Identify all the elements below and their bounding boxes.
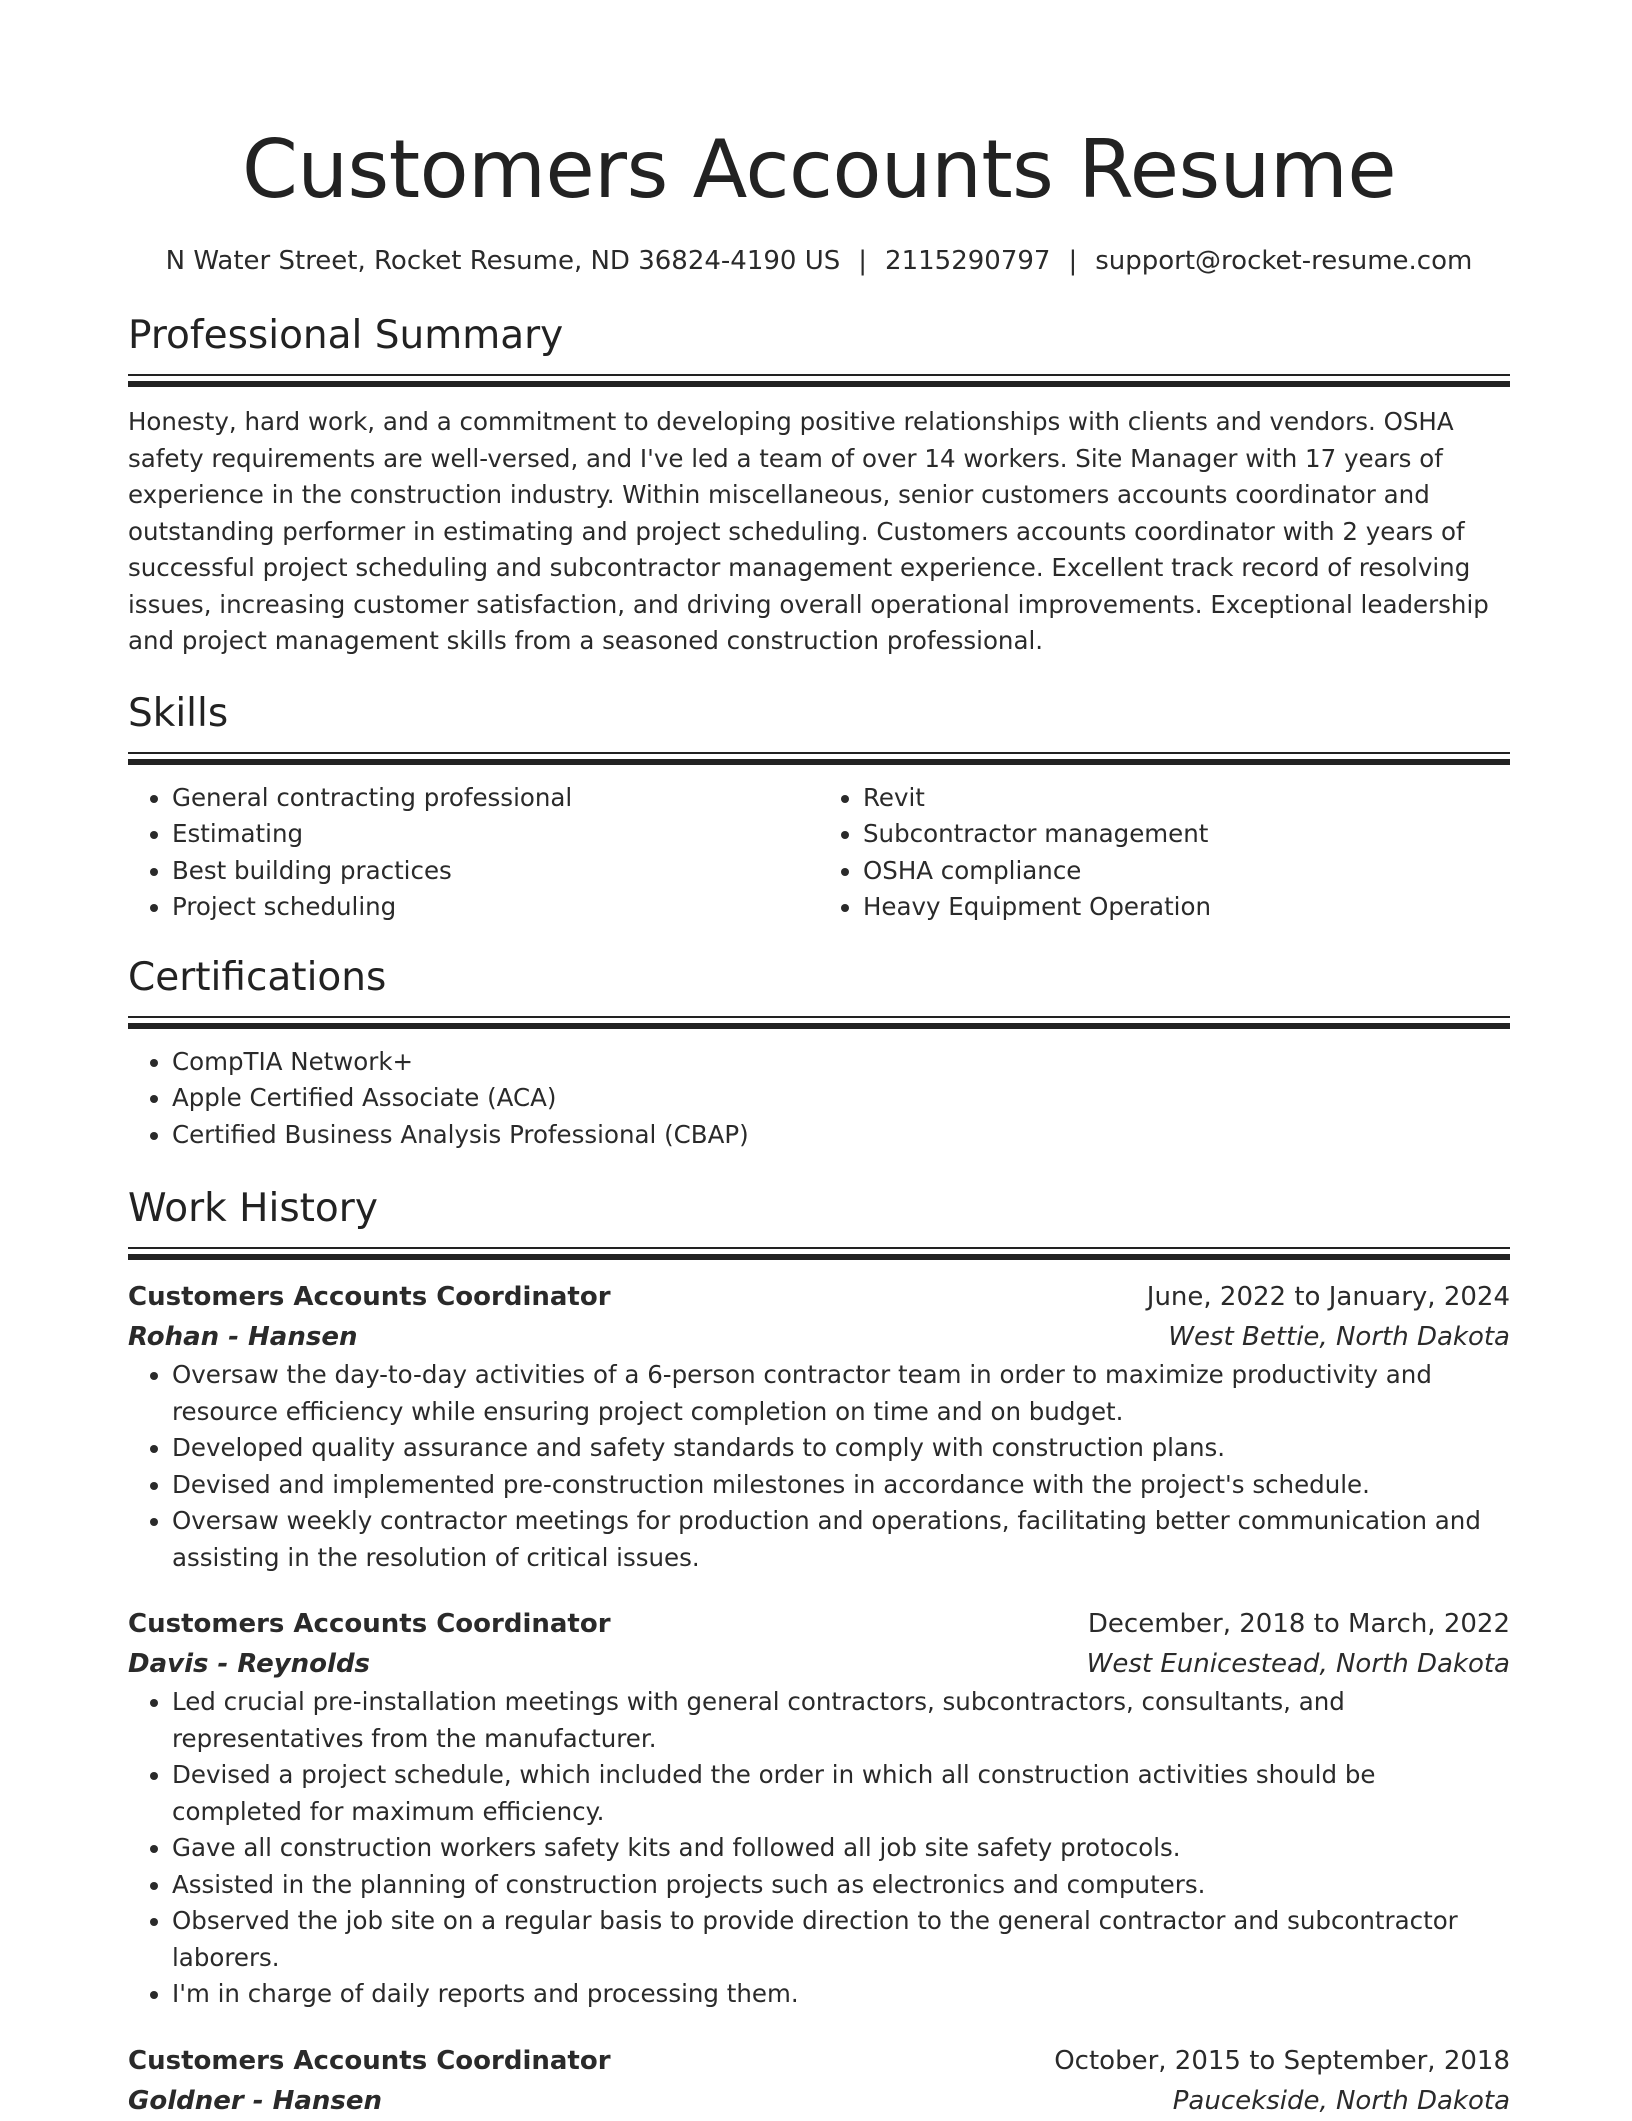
job-dates: June, 2022 to January, 2024 [1146, 1282, 1510, 1312]
skills-list-left [128, 780, 819, 926]
job-dates: December, 2018 to March, 2022 [1087, 1609, 1510, 1639]
section-title: Skills [128, 690, 229, 736]
skills-grid [128, 780, 1510, 926]
contact-separator: | [1068, 246, 1078, 276]
job-header [128, 1277, 1510, 1317]
job-bullet: • I'm in charge of daily reports and processing them. [172, 1976, 1510, 2013]
section-title: Certifications [128, 954, 387, 1000]
job-bullet: • Oversaw the day-to-day activities of a 6-person contractor team in order to maximize productivity and resource efficiency while ensuring project completion on time and on budget. [172, 1357, 1510, 1430]
job-bullet: • Devised and implemented pre-construction milestones in accordance with the project's schedule. [172, 1467, 1510, 1504]
job-title: Customers Accounts Coordinator [128, 1609, 611, 1639]
job-company: Goldner - Hansen [128, 2085, 383, 2116]
certifications-list [128, 1044, 1510, 1154]
skill-item: • Heavy Equipment Operation [863, 889, 1510, 926]
job-bullets [128, 1684, 1510, 2013]
certifications-section [128, 952, 1510, 1154]
job-entry [128, 1277, 1510, 1576]
job-company: Rohan - Hansen [128, 1322, 358, 1352]
contact-line [128, 244, 1510, 278]
job-company: Davis - Reynolds [128, 1649, 371, 1679]
job-bullet: • Devised a project schedule, which included the order in which all construction activities should be completed for maximum efficiency. [172, 1757, 1510, 1830]
section-divider [128, 1247, 1510, 1261]
contact-email: support@rocket-resume.com [1095, 246, 1473, 276]
job-bullet: • Observed the job site on a regular basis to provide direction to the general contractor and subcontractor laborers. [172, 1903, 1510, 1976]
skill-item: • General contracting professional [172, 780, 819, 817]
job-location: West Eunicestead, North Dakota [1086, 1649, 1510, 1679]
job-title: Customers Accounts Coordinator [128, 2045, 611, 2076]
section-divider [128, 752, 1510, 766]
skills-section [128, 688, 1510, 926]
section-divider [128, 1016, 1510, 1030]
job-dates: October, 2015 to September, 2018 [1054, 2045, 1510, 2076]
skill-item: • Project scheduling [172, 889, 819, 926]
resume-page [128, 0, 1510, 2121]
certification-item: • Certified Business Analysis Professional (CBAP) [172, 1117, 1510, 1154]
job-bullet: • Led crucial pre-installation meetings with general contractors, subcontractors, consultants, and representatives from the manufacturer. [172, 1684, 1510, 1757]
job-bullet: • Assisted in the planning of construction projects such as electronics and computers. [172, 1867, 1510, 1904]
job-header [128, 1604, 1510, 1644]
summary-section [128, 310, 1510, 660]
job-header [128, 2041, 1510, 2081]
job-location: Paucekside, North Dakota [1172, 2085, 1510, 2116]
contact-address: N Water Street, Rocket Resume, ND 36824-4190 US [165, 246, 841, 276]
job-bullets [128, 1357, 1510, 1576]
certification-item: • Apple Certified Associate (ACA) [172, 1080, 1510, 1117]
job-subheader [128, 1317, 1510, 1357]
skill-item: • Subcontractor management [863, 816, 1510, 853]
summary-text: Honesty, hard work, and a commitment to developing positive relationships with clients and vendors. OSHA safety requirements are well-versed, and I've led a team of over 14 workers. Site Manager with 17 years of experience in the construction industry. Within miscellaneous, senior customers accounts coordinator and outstanding performer in estimating and project scheduling. Customers accounts coordinator with 2 years of successful project scheduling and subcontractor management experience. Excellent track record of resolving issues, increasing customer satisfaction, and driving overall operational improvements. Exceptional leadership and project management skills from a seasoned construction professional. [128, 407, 1489, 655]
job-bullet: • Gave all construction workers safety kits and followed all job site safety protocols. [172, 1830, 1510, 1867]
job-title: Customers Accounts Coordinator [128, 1282, 611, 1312]
job-bullet: • Oversaw weekly contractor meetings for production and operations, facilitating better communication and assisting in the resolution of critical issues. [172, 1503, 1510, 1576]
job-subheader [128, 1644, 1510, 1684]
certification-item: • CompTIA Network+ [172, 1044, 1510, 1081]
work-history-section [128, 1183, 1510, 2121]
skills-list-right [819, 780, 1510, 926]
section-divider [128, 374, 1510, 388]
section-title: Professional Summary [128, 313, 564, 358]
contact-separator: | [858, 246, 868, 276]
job-subheader [128, 2081, 1510, 2121]
resume-title: Customers Accounts Resume [241, 123, 1397, 216]
skill-item: • Estimating [172, 816, 819, 853]
contact-phone: 2115290797 [885, 246, 1051, 276]
skill-item: • OSHA compliance [863, 853, 1510, 890]
job-entry [128, 2041, 1510, 2121]
job-bullet: • Developed quality assurance and safety standards to comply with construction plans. [172, 1430, 1510, 1467]
job-entry [128, 1604, 1510, 2013]
skill-item: • Best building practices [172, 853, 819, 890]
job-location: West Bettie, North Dakota [1168, 1322, 1510, 1352]
section-title: Work History [128, 1186, 378, 1231]
skill-item: • Revit [863, 780, 1510, 817]
